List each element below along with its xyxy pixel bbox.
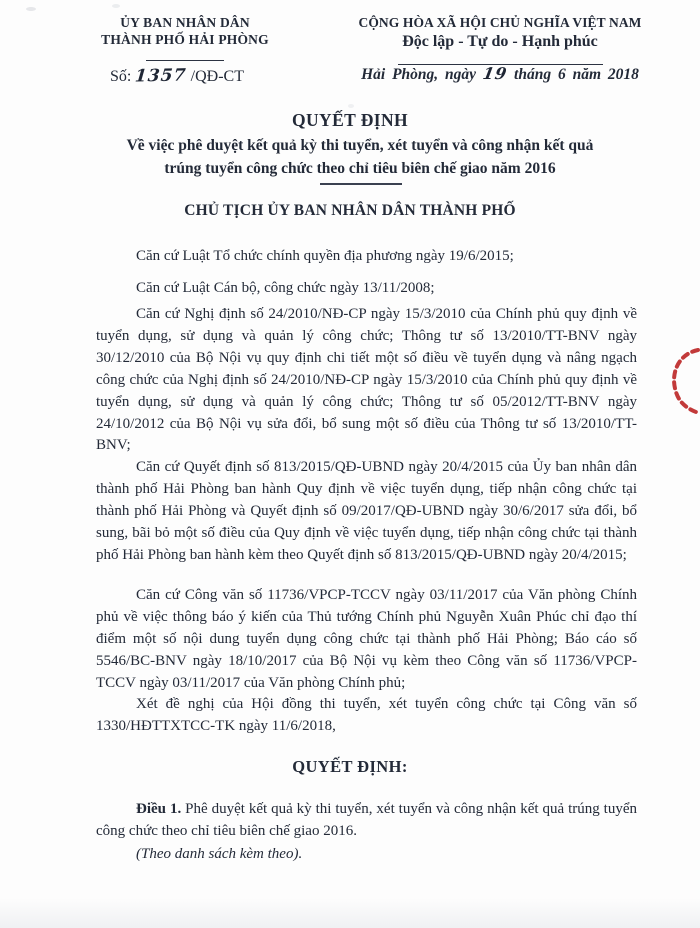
document-subtitle-line1: Về việc phê duyệt kết quả kỳ thi tuyển, xét tuyển và công nhận kết quả <box>126 137 594 154</box>
document-title: QUYẾT ĐỊNH <box>292 110 408 130</box>
document-number-suffix: /QĐ-CT <box>190 68 244 85</box>
decision-heading: QUYẾT ĐỊNH: <box>292 757 408 776</box>
attachment-note: (Theo danh sách kèm theo). <box>136 846 303 862</box>
document-number-prefix: Số: <box>110 68 132 85</box>
scan-smudge <box>348 104 354 108</box>
issuing-authority-line1: ỦY BAN NHÂN DÂN <box>120 15 250 30</box>
red-pen-mark <box>658 344 700 420</box>
scan-smudge <box>26 7 36 11</box>
legal-basis-paragraph: Căn cứ Luật Tổ chức chính quyền địa phương ngày 19/6/2015; <box>136 248 514 264</box>
scan-smudge <box>112 4 120 8</box>
place-date-line <box>340 64 660 84</box>
authority-underline <box>146 60 224 61</box>
proposal-paragraph: Xét đề nghị của Hội đồng thi tuyển, xét tuyển công chức tại Công văn số 1330/HĐTTXTCC-TK ngày 11/6/2018, <box>96 696 637 734</box>
date-before-day: Hải Phòng, ngày <box>361 66 477 83</box>
legal-basis-paragraph: Căn cứ Luật Cán bộ, công chức ngày 13/11/2008; <box>136 280 435 296</box>
date-after-day: tháng 6 năm 2018 <box>514 66 639 83</box>
legal-basis-paragraph: Căn cứ Nghị định số 24/2010/NĐ-CP ngày 15/3/2010 của Chính phủ quy định về tuyển dụng, sử dụng và quản lý công chức; Thông tư số 13/2010/TT-BNV ngày 30/12/2010 của Bộ Nội vụ quy định chi tiết một số điều về tuyển dụng và nâng ngạch công chức của Nghị định số 24/2010/NĐ-CP ngày 15/3/2010 của Chính phủ quy định về tuyển dụng, sử dụng và quản lý công chức; Thông tư số 05/2012/TT-BNV ngày 24/10/2012 của Bộ Nội vụ sửa đổi, bổ sung một số điều của Thông tư số 13/2010/TT-BNV; <box>96 306 637 454</box>
legal-basis-paragraph: Căn cứ Quyết định số 813/2015/QĐ-UBND ngày 20/4/2015 của Ủy ban nhân dân thành phố Hải Phòng ban hành Quy định về việc tuyển dụng, tiếp nhận công chức tại thành phố Hải Phòng và Quyết định số 09/2017/QĐ-UBND ngày 30/6/2017 sửa đổi, bổ sung, bãi bỏ một số điều của Quy định về việc tuyển dụng, tiếp nhận công chức tại thành phố Hải Phòng ban hành kèm theo Quyết định số 813/2015/QĐ-UBND ngày 20/4/2015; <box>96 459 637 563</box>
article-1-label: Điều 1. <box>136 801 182 817</box>
handwritten-number: 1357 <box>134 65 188 87</box>
issuer-heading: CHỦ TỊCH ỦY BAN NHÂN DÂN THÀNH PHỐ <box>184 202 516 219</box>
article-1-text: Phê duyệt kết quả kỳ thi tuyển, xét tuyển và công nhận kết quả trúng tuyển công chức theo chỉ tiêu biên chế giao 2016. <box>96 801 637 839</box>
handwritten-day: 19 <box>481 64 509 83</box>
article-1-paragraph <box>96 799 637 843</box>
document-subtitle-line2: trúng tuyển công chức theo chỉ tiêu biên chế giao năm 2016 <box>164 160 556 177</box>
document-subtitle <box>70 134 650 180</box>
document-number <box>110 66 244 86</box>
national-motto-block <box>340 14 660 70</box>
issuing-authority-line2: THÀNH PHỐ HẢI PHÒNG <box>101 32 269 47</box>
national-motto: Độc lập - Tự do - Hạnh phúc <box>402 33 598 50</box>
subtitle-underline <box>320 183 402 185</box>
national-title: CỘNG HÒA XÃ HỘI CHỦ NGHĨA VIỆT NAM <box>358 15 642 30</box>
legal-basis-paragraph: Căn cứ Công văn số 11736/VPCP-TCCV ngày 03/11/2017 của Văn phòng Chính phủ về việc thông báo ý kiến của Thủ tướng Chính phủ Nguyễn Xuân Phúc chỉ đạo thí điểm một số nội dung tuyển dụng công chức tại thành phố Hải Phòng; Báo cáo số 5546/BC-BNV ngày 18/10/2017 của Bộ Nội vụ kèm theo Công văn số 11736/VPCP-TCCV ngày 03/11/2017 của Văn phòng Chính phủ; <box>96 587 637 691</box>
issuing-authority-block <box>60 14 310 65</box>
